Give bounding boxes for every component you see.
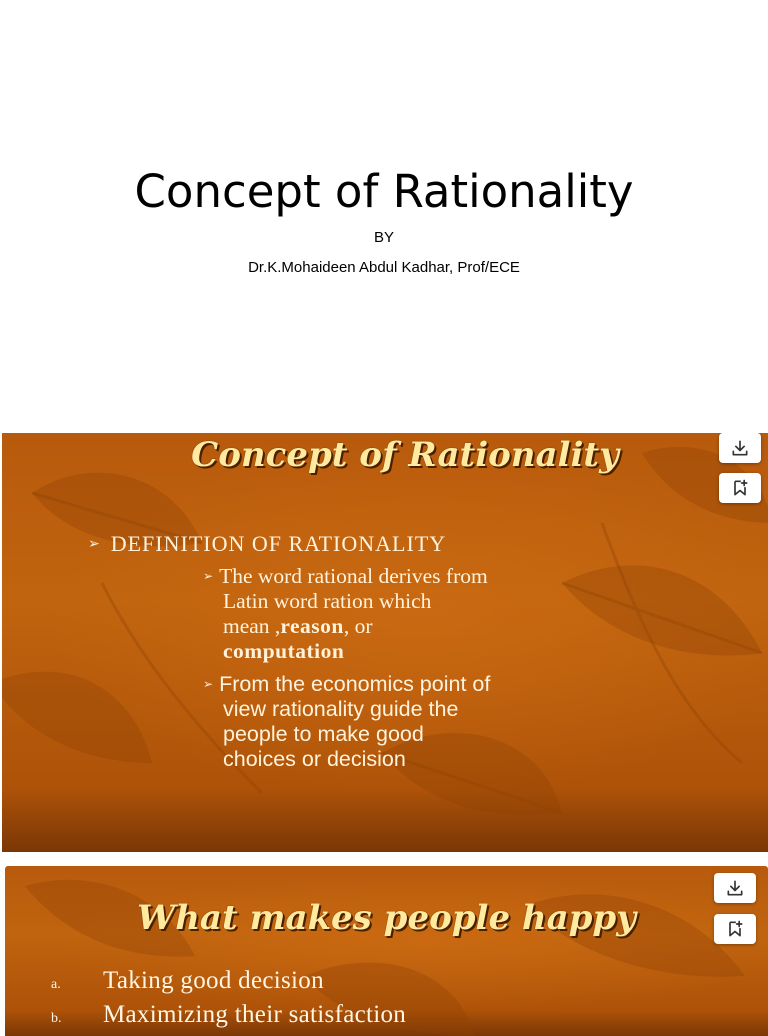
- list-item: b. Maximizing their satisfaction: [51, 1001, 407, 1028]
- list-item: a. Taking good decision: [51, 967, 324, 994]
- bookmark-add-icon: [730, 478, 750, 498]
- save-button[interactable]: [714, 914, 756, 944]
- emphasis-reason: reason: [280, 614, 344, 638]
- download-icon: [725, 878, 745, 898]
- slide-concept-of-rationality: [2, 433, 768, 852]
- by-label: BY: [373, 229, 394, 246]
- sub-bullet-economics: ➢ From the economics point of view rationality guide the people to make good choices or decision: [203, 672, 491, 771]
- download-icon: [730, 438, 750, 458]
- bullet-text: DEFINITION OF RATIONALITY: [110, 531, 447, 556]
- bullet-definition: [88, 531, 446, 557]
- slide-what-makes-people-happy: [5, 866, 768, 1036]
- title-slide: [0, 0, 768, 432]
- bookmark-add-icon: [725, 919, 745, 939]
- slide-heading: Concept of Rationality: [191, 435, 619, 475]
- bullet-arrow-icon: ➢: [203, 677, 214, 691]
- download-button[interactable]: [719, 433, 761, 463]
- save-button[interactable]: [719, 473, 761, 503]
- presentation-title: Concept of Rationality: [134, 165, 634, 218]
- sub-bullet-etymology: ➢ The word rational derives from Latin word ration which mean ,reason, or computation: [203, 564, 488, 663]
- bullet-arrow-icon: ➢: [88, 537, 101, 552]
- download-button[interactable]: [714, 873, 756, 903]
- slide-heading: What makes people happy: [137, 898, 636, 938]
- emphasis-computation: computation: [223, 639, 345, 663]
- bullet-arrow-icon: ➢: [203, 569, 214, 583]
- author-name: Dr.K.Mohaideen Abdul Kadhar, Prof/ECE: [248, 259, 520, 276]
